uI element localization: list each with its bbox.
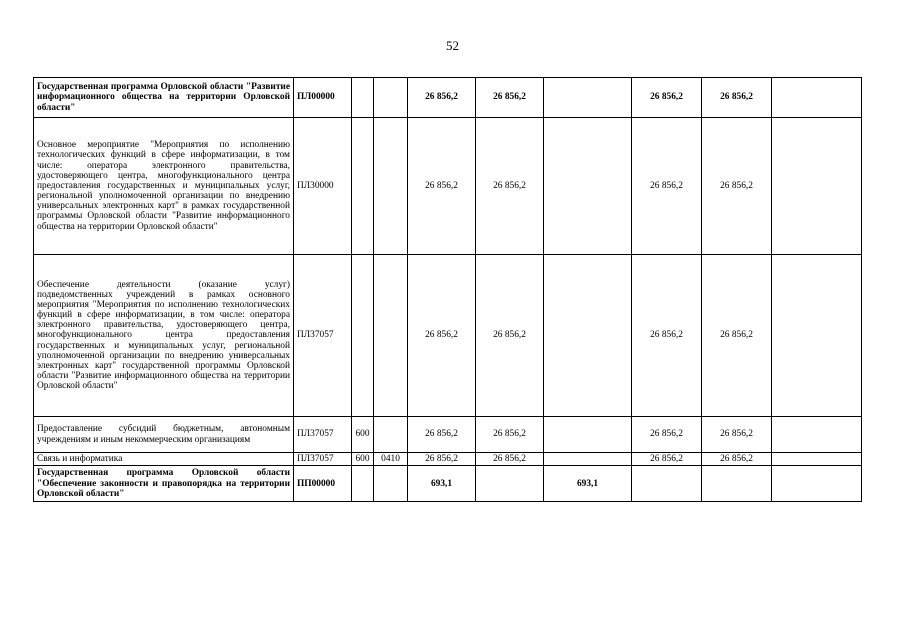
- row-col-4: 26 856,2: [632, 118, 702, 255]
- row-rz: [374, 255, 408, 417]
- row-rz: [374, 118, 408, 255]
- row-code: ПП00000: [294, 466, 352, 502]
- row-name: Государственная программа Орловской области "Развитие информационного общества на территории Орловской области": [34, 78, 294, 118]
- row-col-2: 26 856,2: [476, 255, 544, 417]
- row-col-5: 26 856,2: [702, 118, 772, 255]
- row-code: ПЛ37057: [294, 453, 352, 466]
- row-col-6: [772, 255, 862, 417]
- row-vr: [352, 78, 374, 118]
- budget-table: [33, 77, 862, 502]
- row-col-2: [476, 466, 544, 502]
- row-col-6: [772, 417, 862, 453]
- row-col-3: [544, 78, 632, 118]
- table-row: [34, 417, 862, 453]
- row-name: Государственная программа Орловской области "Обеспечение законности и правопорядка на территории Орловской области": [34, 466, 294, 502]
- row-rz: [374, 78, 408, 118]
- row-vr: [352, 118, 374, 255]
- row-col-4: 26 856,2: [632, 255, 702, 417]
- row-col-4: [632, 466, 702, 502]
- row-vr: 600: [352, 417, 374, 453]
- row-col-5: [702, 466, 772, 502]
- row-col-1: 26 856,2: [408, 255, 476, 417]
- row-col-2: 26 856,2: [476, 453, 544, 466]
- table-row: [34, 466, 862, 502]
- row-col-1: 26 856,2: [408, 417, 476, 453]
- table-row: [34, 453, 862, 466]
- row-col-4: 26 856,2: [632, 78, 702, 118]
- row-name: Обеспечение деятельности (оказание услуг) подведомственных учреждений в рамках основного мероприятия "Мероприятия по исполнению технологических функций в сфере информатизации, в том числе: оператора электронного правительства, удостоверяющего центра, многофункционального центра предоставления государственных и муниципальных услуг, региональной уполномоченной организации по внедрению универсальных электронных карт" государственной программы Орловской области "Развитие информационного общества на территории Орловской области": [34, 255, 294, 417]
- row-name: Предоставление субсидий бюджетным, автономным учреждениям и иным некоммерческим организациям: [34, 417, 294, 453]
- row-col-5: 26 856,2: [702, 78, 772, 118]
- row-col-6: [772, 118, 862, 255]
- row-col-4: 26 856,2: [632, 417, 702, 453]
- row-col-2: 26 856,2: [476, 417, 544, 453]
- row-rz: [374, 417, 408, 453]
- row-vr: [352, 466, 374, 502]
- row-col-6: [772, 78, 862, 118]
- row-col-3: [544, 255, 632, 417]
- row-col-6: [772, 466, 862, 502]
- row-code: ПЛ30000: [294, 118, 352, 255]
- row-col-1: 26 856,2: [408, 78, 476, 118]
- row-col-6: [772, 453, 862, 466]
- row-vr: 600: [352, 453, 374, 466]
- row-code: ПЛ37057: [294, 417, 352, 453]
- row-col-1: 693,1: [408, 466, 476, 502]
- row-col-2: 26 856,2: [476, 78, 544, 118]
- row-code: ПЛ37057: [294, 255, 352, 417]
- row-rz: [374, 466, 408, 502]
- row-col-1: 26 856,2: [408, 118, 476, 255]
- row-vr: [352, 255, 374, 417]
- row-col-3: 693,1: [544, 466, 632, 502]
- row-code: ПЛ00000: [294, 78, 352, 118]
- row-col-3: [544, 118, 632, 255]
- row-rz: 0410: [374, 453, 408, 466]
- row-col-3: [544, 453, 632, 466]
- row-col-4: 26 856,2: [632, 453, 702, 466]
- row-col-3: [544, 417, 632, 453]
- table-row: [34, 255, 862, 417]
- table-row: [34, 118, 862, 255]
- row-name: Связь и информатика: [34, 453, 294, 466]
- table-row: [34, 78, 862, 118]
- row-name: Основное мероприятие "Мероприятия по исполнению технологических функций в сфере информатизации, в том числе: оператора электронного правительства, удостоверяющего центра, многофункционального центра предоставления государственных и муниципальных услуг, региональной уполномоченной организации по внедрению универсальных электронных карт" в рамках государственной программы Орловской области "Развитие информационного общества на территории Орловской области": [34, 118, 294, 255]
- row-col-5: 26 856,2: [702, 453, 772, 466]
- row-col-5: 26 856,2: [702, 417, 772, 453]
- row-col-5: 26 856,2: [702, 255, 772, 417]
- page-number: 52: [446, 38, 459, 53]
- row-col-1: 26 856,2: [408, 453, 476, 466]
- row-col-2: 26 856,2: [476, 118, 544, 255]
